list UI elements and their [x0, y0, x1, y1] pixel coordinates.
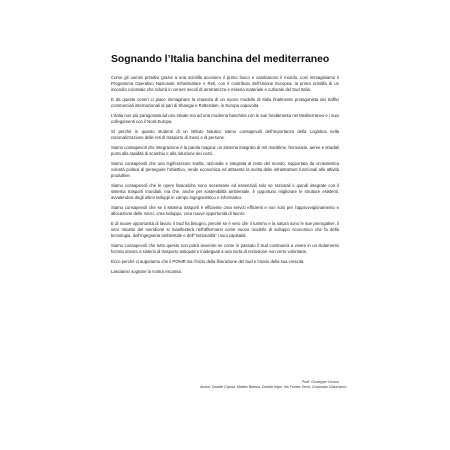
- signature-block: [200, 380, 347, 390]
- paragraph-7: Siamo consapevoli che le opere faraoniche sono necessarie ed essenziali solo se razionali e quindi integrate con il sistema trasporti mondiali, ma che, anche per sostenibilità ambientale, è opportuno migliorare le strutture esistenti, avvalendosi degli ultimi sviluppi in campo ingegneristico e informatico.: [111, 182, 339, 200]
- paragraph-9: E di nuove opportunità di lavoro il Sud ha bisogno, perché se è vero che il turismo e la natura sono le sue prerogative, il vero riscatto del meridione si manifesterà nell’affermarsi come nuovo modello di sviluppo economico che fa della tecnologia, dell’ingegneria ambientale e dell’“razionalità” i suoi capisaldi.: [111, 220, 339, 238]
- paragraph-3: L’Italia non più paragonata ad uno stivale ma ad una moderna banchina con le sue fondamenta nel Mediterraneo e i suoi collegamenti con il Nord Europa.: [111, 112, 339, 124]
- paragraph-11: Ecco perché ci auguriamo che il PONIR sia l’inizio della liberazione del Sud e l’avvio della sua crescita.: [111, 258, 305, 264]
- document-title: Sognando l’Italia banchina del mediterraneo: [111, 54, 330, 65]
- paragraph-10: Siamo consapevoli che tutto questo non potrà avvenire se come in passato il Sud continuerà a vivere in un isolamento forzato dovuto a sistemi di trasporto antiquati e inadeguati a una sorta di reclusione non certo volontaria.: [111, 242, 339, 254]
- paragraph-12: Lasciateci sognare la nostra riscossa.: [111, 268, 182, 274]
- students-signature: Alunni: Davide Capua, Matteo Balena, Davide Ielpo, Iris Fontes Terra, Cozzolato Gianmarco: [200, 385, 347, 389]
- paragraph-6: Siamo consapevoli che una legiferazione snella, razionale e integrata al resto del mondo, supportata da un’autentica volontà politica di perseguire l’obiettivo, rende economica ed attraente la scelta delle infrastrutture funzionali alle attività produttive.: [111, 160, 339, 178]
- paragraph-5: Siamo consapevoli che integrazione è la parola magica: un sistema integrato di reti marittime, ferroviarie, aeree e stradali porta alla rapidità di scambio e alla riduzione dei costi.: [111, 144, 339, 156]
- paragraph-8: Siamo consapevoli che se il sistema trasporti è efficiente crea servizi efficienti e non solo per l’approvvigionamento e allocazione delle merci, crea sviluppo, crea nuove opportunità di lavoro.: [111, 204, 339, 216]
- paragraph-4: Sì perché in quanto studenti di un istituto Nautico siamo consapevoli dell’importanza della Logistica nella razionalizzazione delle reti di trasporto di merci e di persone.: [111, 128, 339, 140]
- professor-signature: Proff. Giuseppe Crusco: [301, 380, 339, 384]
- document-body: [111, 75, 339, 279]
- paragraph-1: Come gli uomini primitivi grazie a una scintilla accesero il primo fuoco e cambiarono il mondo, così immaginiamo il Programma Operativo Nazionale Infrastrutture e Reti, con il contributo dell’Unione Europea, la prima scintilla di un incendio colossale che ridurrà in cenere secoli di arretratezza e miseria materiale e culturale del Sud Italia.: [111, 75, 339, 92]
- paragraph-2: E da queste ceneri ci piace immaginare la rinascita di un nuovo modello di Italia finalmente protagonista dei traffici commerciali internazionali al pari di Shangai e Rotterdam, in Europa capovolta.: [111, 96, 339, 108]
